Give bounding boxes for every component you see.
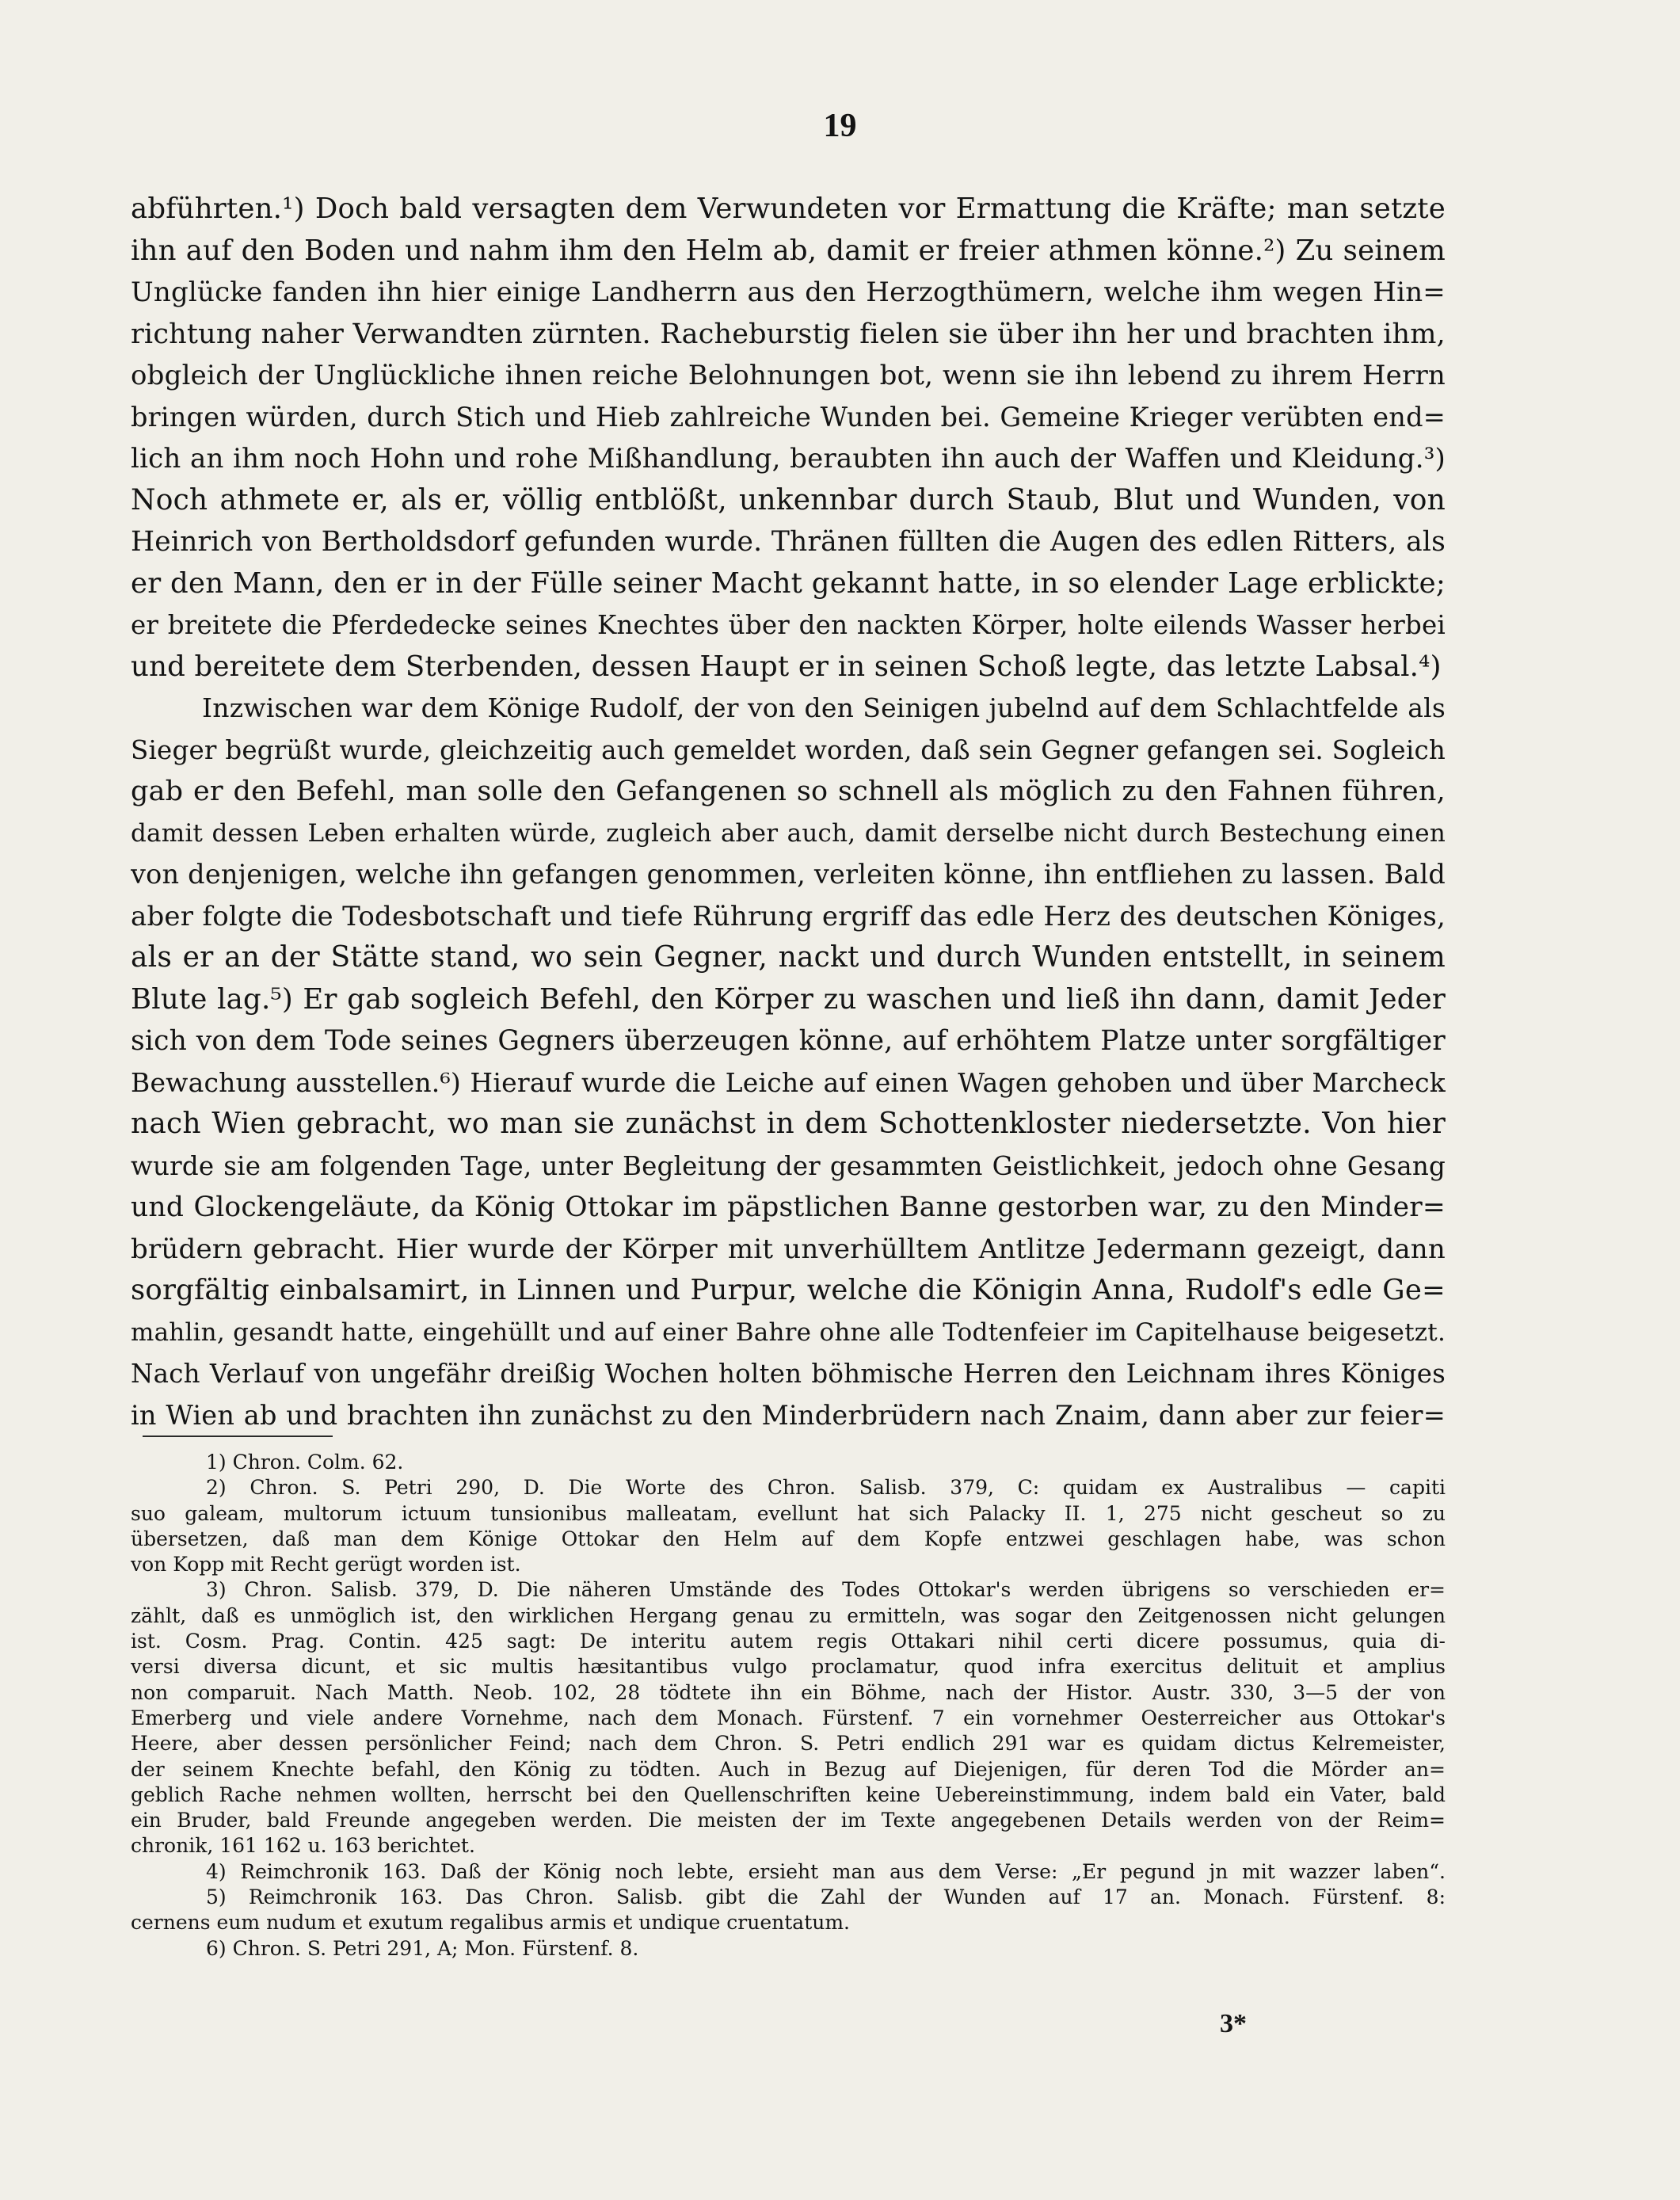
footnote-line: suo galeam, multorum ictuum tunsionibus malleatam, evellunt hat sich Palacky II. 1, 275 nicht gescheut so zu [131,1501,1446,1525]
text-line: Nach Verlauf von ungefähr dreißig Wochen holten böhmische Herren den Leichnam ihres Königes [131,1359,1446,1389]
footnote-line: zählt, daß es unmöglich ist, den wirklichen Hergang genau zu ermitteln, was sogar den Zeitgenossen nicht gelungen [131,1603,1446,1627]
text-line: sich von dem Tode seines Gegners überzeugen könne, auf erhöhtem Platze unter sorgfältiger [131,1025,1446,1057]
footnote-line: Heere, aber dessen persönlicher Feind; nach dem Chron. S. Petri endlich 291 war es quidam dictus Kelremeister, [131,1732,1446,1756]
text-line: ihn auf den Boden und nahm ihm den Helm ab, damit er freier athmen könne.²) Zu seinem [131,234,1446,267]
text-line: und Glockengeläute, da König Ottokar im päpstlichen Banne gestorben war, zu den Minder= [131,1192,1446,1223]
sheet-signature: 3* [1220,2009,1247,2038]
main-text [131,189,1446,1436]
text-line: damit dessen Leben erhalten würde, zugleich aber auch, damit derselbe nicht durch Bestechung einen [131,818,1446,848]
text-line: richtung naher Verwandten zürnten. Racheburstig fielen sie über ihn her und brachten ihm, [131,318,1446,350]
text-line: sorgfältig einbalsamirt, in Linnen und Purpur, welche die Königin Anna, Rudolf's edle Ge= [131,1274,1446,1306]
text-line: bringen würden, durch Stich und Hieb zahlreiche Wunden bei. Gemeine Krieger verübten end= [131,401,1446,433]
text-line: Bewachung ausstellen.⁶) Hierauf wurde die Leiche auf einen Wagen gehoben und über Marcheck [131,1066,1446,1098]
footnote-line: non comparuit. Nach Matth. Neob. 102, 28 tödtete ihn ein Böhme, nach der Histor. Austr. 330, 3—5 der von [131,1680,1446,1704]
text-line: nach Wien gebracht, wo man sie zunächst in dem Schottenkloster niedersetzte. Von hier [131,1108,1446,1140]
text-line: Noch athmete er, als er, völlig entblößt, unkennbar durch Staub, Blut und Wunden, von [131,483,1446,517]
text-line: Inzwischen war dem Könige Rudolf, der von den Seinigen jubelnd auf dem Schlachtfelde als [202,692,1446,723]
text-line: Blute lag.⁵) Er gab sogleich Befehl, den Körper zu waschen und ließ ihn dann, damit Jeder [131,982,1446,1016]
footnote-divider [143,1436,333,1437]
footnote-line: geblich Rache nehmen wollten, herrscht bei den Quellenschriften keine Uebereinstimmung, indem bald ein Vater, bald [131,1782,1446,1806]
footnote-line: 1) Chron. Colm. 62. [206,1451,404,1474]
text-line: wurde sie am folgenden Tage, unter Begleitung der gesammten Geistlichkeit, jedoch ohne Gesang [131,1150,1446,1181]
text-line: lich an ihm noch Hohn und rohe Mißhandlung, beraubten ihn auch der Waffen und Kleidung.³) [131,443,1446,475]
page-number: 19 [823,108,857,144]
text-line: in Wien ab und brachten ihn zunächst zu den Minderbrüdern nach Znaim, dann aber zur feier= [131,1399,1446,1431]
text-line: Heinrich von Bertholdsdorf gefunden wurde. Thränen füllten die Augen des edlen Ritters, als [131,526,1446,558]
text-line: und bereitete dem Sterbenden, dessen Haupt er in seinen Schoß legte, das letzte Labsal.⁴) [131,650,1442,683]
text-line: von denjenigen, welche ihn gefangen genommen, verleiten könne, ihn entfliehen zu lassen. Bald [131,859,1446,890]
footnote-line: 4) Reimchronik 163. Daß der König noch lebte, ersieht man aus dem Verse: „Er pegund jn mit wazzer laben“. [206,1859,1446,1883]
text-line: obgleich der Unglückliche ihnen reiche Belohnungen bot, wenn sie ihn lebend zu ihrem Herrn [131,360,1446,391]
footnote-line: der seinem Knechte befahl, den König zu tödten. Auch in Bezug auf Diejenigen, für deren Tod die Mörder an= [131,1757,1446,1781]
text-line: mahlin, gesandt hatte, eingehüllt und auf einer Bahre ohne alle Todtenfeier im Capitelhause beigesetzt. [131,1317,1446,1347]
footnote-line: 2) Chron. S. Petri 290, D. Die Worte des Chron. Salisb. 379, C: quidam ex Australibus — capiti [206,1476,1446,1500]
footnote-line: übersetzen, daß man dem Könige Ottokar den Helm auf dem Kopfe entzwei geschlagen habe, was schon [131,1527,1446,1550]
footnote-line: 3) Chron. Salisb. 379, D. Die näheren Umstände des Todes Ottokar's werden übrigens so verschieden er= [206,1578,1446,1602]
footnote-line: 5) Reimchronik 163. Das Chron. Salisb. gibt die Zahl der Wunden auf 17 an. Monach. Fürstenf. 8: [206,1885,1446,1909]
footnotes [131,1450,1446,1962]
text-line: Unglücke fanden ihn hier einige Landherrn aus den Herzogthümern, welche ihm wegen Hin= [131,276,1446,308]
text-line: Sieger begrüßt wurde, gleichzeitig auch gemeldet worden, daß sein Gegner gefangen sei. Sogleich [131,734,1446,765]
footnote-line: versi diversa dicunt, et sic multis hæsitantibus vulgo proclamatur, quod infra exercitus delituit et amplius [131,1655,1446,1679]
text-line: gab er den Befehl, man solle den Gefangenen so schnell als möglich zu den Fahnen führen, [131,776,1446,807]
text-line: aber folgte die Todesbotschaft und tiefe Rührung ergriff das edle Herz des deutschen Königes, [131,900,1446,932]
text-line: er den Mann, den er in der Fülle seiner Macht gekannt hatte, in so elender Lage erblickte; [131,566,1446,600]
text-line: als er an der Stätte stand, wo sein Gegner, nackt und durch Wunden entstellt, in seinem [131,941,1446,974]
footnote-line: von Kopp mit Recht gerügt worden ist. [131,1553,521,1577]
footnote-line: cernens eum nudum et exutum regalibus armis et undique cruentatum. [131,1911,851,1935]
text-line: brüdern gebracht. Hier wurde der Körper mit unverhülltem Antlitze Jedermann gezeigt, dann [131,1233,1446,1265]
text-line: er breitete die Pferdedecke seines Knechtes über den nackten Körper, holte eilends Wasser herbei [131,610,1446,640]
footnote-line: ist. Cosm. Prag. Contin. 425 sagt: De interitu autem regis Ottakari nihil certi dicere possumus, quia di- [131,1630,1446,1653]
footnote-line: chronik, 161 162 u. 163 berichtet. [131,1834,475,1858]
footnote-line: Emerberg und viele andere Vornehme, nach dem Monach. Fürstenf. 7 ein vornehmer Oesterreicher aus Ottokar's [131,1706,1446,1729]
footnote-line: 6) Chron. S. Petri 291, A; Mon. Fürstenf. 8. [206,1936,639,1960]
footnote-line: ein Bruder, bald Freunde angegeben werden. Die meisten der im Texte angegebenen Details werden von der Reim= [131,1809,1446,1832]
text-line: abführten.¹) Doch bald versagten dem Verwundeten vor Ermattung die Kräfte; man setzte [131,193,1446,225]
